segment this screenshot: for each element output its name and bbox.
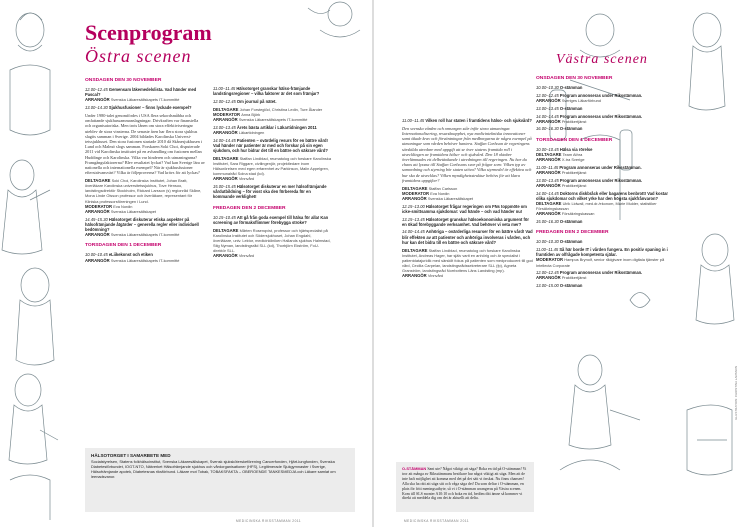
session-description: Den svenska vården och omsorgen står inför stora utmaningar. Internationalisering, resursknapphet, nya medicintekniska innovationer samt ökade krav och förväntningar från medborgarna är några exempel på utmaningar som vården behöver hantera. Staffan Carlsson är regeringens särskilda utredare med uppgift att se över statens framtida roll i utvecklingen av framtidens hälso- och sjukvård. Den 18 oktober överlämnades ett delbetänkande i utredningen till regeringen. Nu har du chans att lyssna till Staffan Carlssons svar på frågor som: Vilken typ av samordning och styrning bör staten utöva? Vilka styrmedel är effektiva och hur ska de utvecklas? Vilken myndighetsstruktur behövs för att klara framtidens uppgifter? xyxy=(402,125,532,183)
session: 16.00–16.30 O-stämman xyxy=(536,126,583,132)
illustration-top-right-icon xyxy=(300,0,370,40)
session: 14.00–14.45 Patienten – ovärdelig resurs för en bättre vård! Vad händer när patienter är med och forskar på sin egen sjukdom, och hur bidrar det till en bättre och säkrare vård? xyxy=(213,137,328,153)
session-participants: DELTAGARE Staffan Lindblad, reumatolog och forskare Karolinska Institutet, Andreas Hager, har själv varit en anhörig och är specialist i patientdatajuridik med särskilt fokus på patienten som medproducent till god vård, Cecilia Carpelan, landstingsrådssekreterare SLL (fp), Agneta Granström, landstingsråd Norrbottens Läns Landsting (mp). ARRANGÖR Vinnvård xyxy=(402,247,533,279)
session: 10.00–10.30 O-stämman xyxy=(536,85,583,91)
friday-sessions xyxy=(536,239,676,288)
session: 14.45–15.30 Hälsotorget diskuterar etiska aspekter på hälsofrämjande åtgärder – generella regler eller individuell bedömning? ARRANGÖR Svenska Läkaresällskapets IT-kommitté xyxy=(85,216,199,238)
session: 11.00–11.45 Hälsotorget granskar hälso-främjande landstingsregioner – vilka faktorer är det som främjar? xyxy=(213,86,320,97)
partners-box xyxy=(85,448,355,512)
session: 12.00–12.45 Gemensam läkemedelslista. Vad händer med Pascal? ARRANGÖR Svenska Läkaresällskapets IT-kommitté xyxy=(85,87,197,103)
right-page xyxy=(374,0,746,527)
session: 13.00–13.45 O-stämman xyxy=(536,105,583,111)
partners-text: Socialstyrelsen, Statens folkhälsoinstitut, Svenska Läkaresällskapet, Svensk sjuksköterskeförening Cancerfonden, Hjärt-lungfonden, Svenska Diabetesförbundet, IOGT-NTO, Nätverket Hälsofrämjande sjukhus och vårdorganisationer (HFS), Legitimerade Sjukgymnaster i Sverige, Hälsofrämjande apotek, Diabetesnas riksförbund. Läkare mot Tobak, TOBAKSFAKTA – OBEROENDE TANKESMEDJA och Läkare samlat om leenadsvanor. xyxy=(91,459,336,479)
session: 13.00–15.00 O-stämman xyxy=(536,283,583,289)
session-participants: DELTAGARE Johan Forsteglöd, Christina Ledin, Ture Ålander MODERATOR Anna Björk ARRANGÖR Svenska Läkaresällskapets IT-kommitté xyxy=(213,106,323,122)
session: 11.00–11.45 Program annonseras under Riksstämman. ARRANGÖR Praktikertjänst xyxy=(536,164,642,175)
left-column-2 xyxy=(213,86,331,261)
session: 11.00–11.45 Så här borde IT i vården fungera. En positiv spaning in i framtiden av olfrågade kompetenta själar. MODERATOR Hampus Brynolf, senior rådgivare inom digitala tjänster på Intellecta Corporate xyxy=(536,247,668,268)
session: 14.00–14.45 Doktorns diskbråck eller bagarens benbrott! Vad kostar olika sjukdomar och vilket yrke har den högsta sjukfrånvaron? DELTAGARE Ulrik Lidwall, med.dr./ekonom, Marie Mulder, statistiker Försäkringskassan ARRANGÖR Försäkringskassan xyxy=(536,190,668,217)
session: 14.00–14.45 Anhöriga – ovärderliga resurser för en bättre vård! Vad blir effekten av att patienter och anhöriga involveras i vården, och hur kan det bidra till en bättre och säkrare vård? xyxy=(402,229,533,245)
session: 10.00–10.45 eLiikekonst och etiken ARRANGÖR Svenska Läkaresällskapets IT-kommitté xyxy=(85,252,180,263)
right-column-2 xyxy=(536,70,676,291)
session: 15.00–15.45 Hälsotorget diskuterar en mer hälsofrämjande vårdutbildning – för visst ska den förbereda för en kommande verklighet! xyxy=(213,184,327,200)
session-participants: DELTAGARE Soki Choi, Karolinska Institutet, Johan Bratt, överläkare Karolinska universitetssjukhus, Tove Hensoo, landstingsdirektör Stockholm, Rickard Larsson (s) regionråd Skåne, Mona Linde Olsson professor och överläkare, representant för Kliniska professorsföreningen i Lund. MODERATOR Eva Nordin ARRANGÖR Svenska Läkaresällskapet xyxy=(85,178,202,214)
left-column-1 xyxy=(85,72,205,265)
session: 12.00–12.45 Om journal på nätet. xyxy=(213,98,277,104)
session: 10.00–10.45 Hälsa via rörelse DELTAGARE Team Athra ARRANGÖR X-tra Sverige xyxy=(536,146,593,163)
session: 12.00–12.45 Program annonseras under Riksstämman. ARRANGÖR Praktikertjänst xyxy=(536,270,643,281)
session: 14.00–14.45 Program annonseras under Riksstämman. ARRANGÖR Praktikertjänst xyxy=(536,113,643,124)
east-stage-subtitle: Östra scenen xyxy=(85,46,192,66)
session-participants: DELTAGARE Mårten Rosenqvist, professor och hjärtspecialist på Karolinska Institutet och Södersjukhuset, Johan Engdahl, överläkare, univ. Lektor, medicinkliniken Hallands sjukhus Halmstad, Stig Nyman, landstingsråd SLL (kd), Thorbjörn Ekström, FoU-direktör SLL. ARRANGÖR Vinnvård xyxy=(213,227,331,259)
session-participants: DELTAGARE Staffan Carlsson MODERATOR Eva Nordin ARRANGÖR Svenska Läkaresällskapet xyxy=(402,185,474,201)
session: 13.00–14.30 Sjukhusfusioner – finns lyckade exempel? xyxy=(85,105,192,111)
thursday-sessions xyxy=(536,147,676,224)
left-page xyxy=(0,0,372,527)
day-heading: FREDAGEN DEN 2 DECEMBER xyxy=(213,205,286,211)
session: 11.00–11.45 Vilken roll har staten i framtidens hälso- och sjukvård? xyxy=(402,118,532,123)
o-stamman-box: O-STÄMMAN Sant ute? Något viktigt att säga? Boka en tid på O-stämman! Vi tror att många av Riksstämmans besökare har något viktigt att säga. Men att de inte haft möjlighet att komma med det på det sätt vi önskat. Nu finns chansen! Alla ska ha rätt att säga sitt och våga säga det! Du som deltar i O-stämman, en plats för fritt meningsutbyte, så vi i O-stämman arrangeras på Västra scenen. Kom till SLS monter A10:10 och boka en tid, bedöm ditt ämne så kommer vi direkt att meddela dig om det är aktuellt att delta. xyxy=(396,462,534,512)
session: 15.00–16.30 O-stämman xyxy=(536,219,583,225)
day-heading: TORSDAGEN DEN 1 DECEMBER xyxy=(536,137,613,143)
session: 13.00–13.45 Årets bästa artiklar i Läkartidningen 2011 ARRANGÖR Läkartidningen xyxy=(213,124,317,135)
day-heading: ONSDAGEN DEN 30 NOVEMBER xyxy=(85,78,162,83)
session: 13.00–13.45 Program annonseras under Riksstämman. ARRANGÖR Praktikertjänst xyxy=(536,177,643,188)
illustration-right-margin-icon xyxy=(677,0,742,527)
west-stage-subtitle: Västra scenen xyxy=(556,52,648,67)
session: 12.15–13.00 Hälsotorget frågar regeringen om FNs toppmöte om icke-smittsamma sjukdomar: vad hände – och vad händer nu! xyxy=(402,203,527,214)
session: 10.15–10.45 Att gå från goda exempel till hälsa för alla! Kan screening av förmaksflimmer förebygga stroke? xyxy=(213,214,329,225)
page-footer: MEDICINSKA RIKSSTÄMMAN 2011 xyxy=(236,519,302,523)
session: 12.00–12.45 Program annonseras under Riksstämman. ARRANGÖR Sveriges Läkarförbund xyxy=(536,92,643,104)
day-heading: FREDAGEN DEN 2 DECEMBER xyxy=(536,230,609,236)
illustration-left-margin-icon xyxy=(0,0,60,527)
page-footer: MEDICINSKA RIKSSTÄMMAN 2011 xyxy=(404,519,470,523)
illustration-credit: ILLUSTRATION: CHRISTINA LARSSON xyxy=(734,365,738,420)
session-description: Under 1980-talet genomfördes i USA flera sekordsmåbba och omfattande sjukhussammanslagningar. Drivkraften var finansiella och organisatoriska. Men trots lånen om stora effektiviseringar uteblev de stora vinsterna. De senaste åren har flera stora sjukhus slagits samman i Sverige. 2004 bildades Karolinska Universitetssjukhuset. Den stora fusionen startade 2010 då Skånesjukhusen i Lund och Malmö slogs samman. Forskaren Soki Choi, disputerade 2011 vid Karolinska institutet på en avhandling om fusionen mellan Huddinge och Karolinska. Vilka var hinderen och utmaningarna? Framgångsfaktorerna? Blev resultatet lyckat? Vad kan Sverige lära av nationella och internationella exempel? När är sjukhusfusioner eftersträvansvärt? Vilka är följeproverna? Vad krävs för att lyckas? xyxy=(85,112,205,176)
day-heading: ONSDAGEN DEN 30 NOVEMBER xyxy=(536,76,613,81)
wednesday-sessions xyxy=(536,85,676,131)
session-participants: DELTAGARE Staffan Lindblad, reumatolog och forskare Karolinska Institutet, Sara Riggare, civilingenjör, projektledare inom Hälsorörelsen med egen erfarenhet av Parkinson, Malin Appelgren, kommunalråd Solna stad (kd). ARRANGÖR Vinnvård xyxy=(213,155,331,182)
session: 10.00–10.30 O-stämman xyxy=(536,239,583,245)
day-heading: TORSDAGEN DEN 1 DECEMBER xyxy=(85,243,162,249)
page-title: Scenprogram xyxy=(85,20,212,45)
partners-title: HÄLSOTORGET I SAMARBETE MED xyxy=(91,453,171,458)
right-column-1 xyxy=(402,118,534,281)
session: 13.15–13.45 Hälsotorget granskar hälsoekonomiska argument för en ökad förebyggande verksamhet. Vad behöver vi veta mer? xyxy=(402,216,529,227)
